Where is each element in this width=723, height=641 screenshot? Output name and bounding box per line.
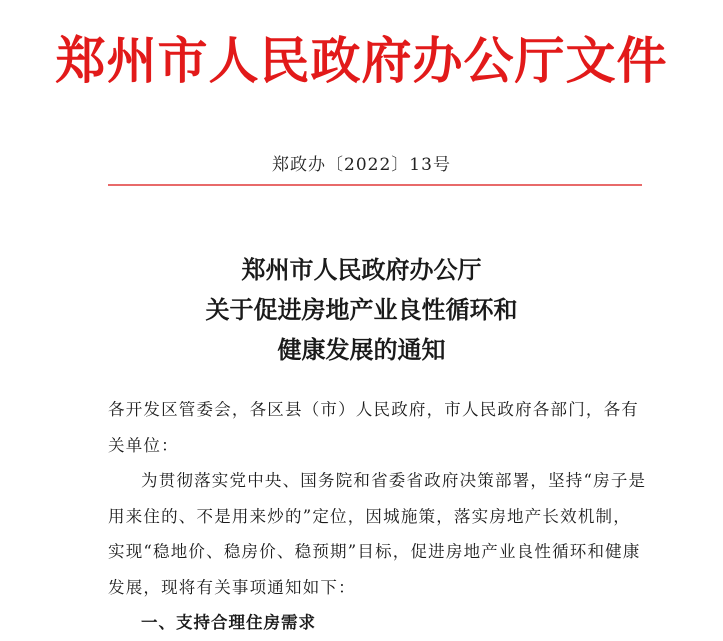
issuer-header-title: 郑州市人民政府办公厅文件 — [55, 31, 668, 90]
document-title-line-3: 健康发展的通知 — [277, 335, 446, 364]
document-title-line-2: 关于促进房地产业良性循环和 — [205, 295, 518, 324]
intro-paragraph: 为贯彻落实党中央、国务院和省委省政府决策部署，坚持“房子是用来住的、不是用来炒的”定位，因城施策，落实房地产长效机制，实现“稳地价、稳房价、稳预期”目标，促进房地产业良性循环和健康发展，现将有关事项通知如下： — [108, 471, 647, 597]
recipients-line: 各开发区管委会，各区县（市）人民政府，市人民政府各部门，各有关单位： — [108, 400, 639, 455]
document-title-line-1: 郑州市人民政府办公厅 — [241, 255, 482, 284]
red-divider-rule — [108, 184, 642, 186]
document-title — [0, 250, 723, 370]
document-body — [108, 392, 648, 641]
document-number: 郑政办〔2022〕13号 — [272, 155, 451, 175]
section-heading: 一、支持合理住房需求 — [141, 613, 316, 632]
